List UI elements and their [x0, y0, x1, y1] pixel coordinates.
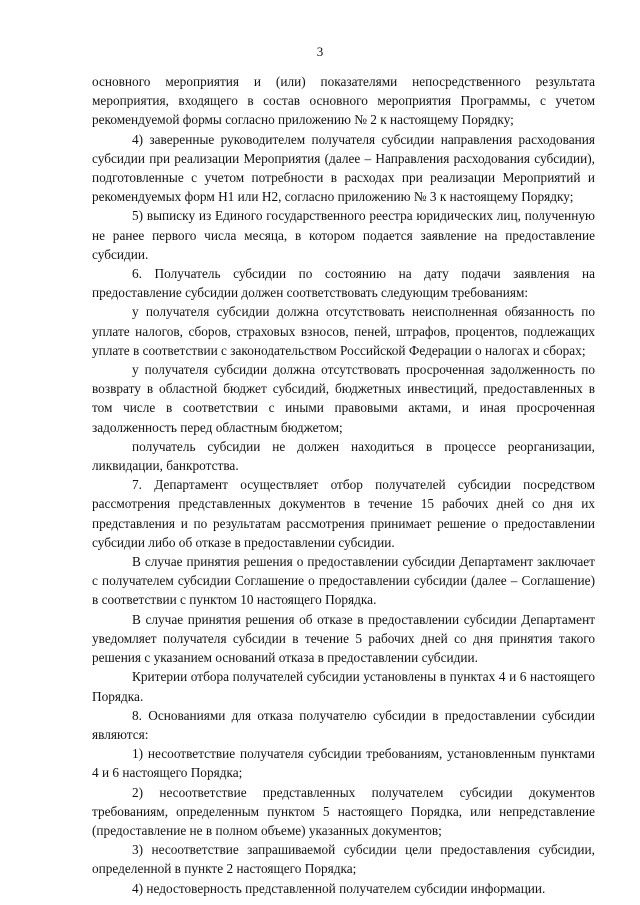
paragraph-requirement-taxes: у получателя субсидии должна отсутствовать неисполненная обязанность по уплате налогов, сборов, страховых взносов, пеней, штрафов, процентов, подлежащих уплате в соответствии с законодательством Российской Федерации о налогах и сборах;: [92, 304, 595, 358]
paragraph-clause-8: 8. Основаниями для отказа получателю субсидии в предоставлении субсидии являются:: [92, 707, 595, 742]
paragraph-requirement-debt: у получателя субсидии должна отсутствовать просроченная задолженность по возврату в областной бюджет субсидий, бюджетных инвестиций, предоставленных в том числе в соответствии с иными правовыми актами, и иная просроченная задолженность перед областным бюджетом;: [92, 362, 595, 435]
paragraph-continuation: основного мероприятия и (или) показателями непосредственного результата мероприятия, входящего в состав основного мероприятия Программы, с учетом рекомендуемой формы согласно приложению № 2 к настоящему Порядку;: [92, 74, 595, 128]
paragraph-refusal-reason-4: 4) недостоверность представленной получателем субсидии информации.: [132, 880, 546, 896]
paragraph-refusal: В случае принятия решения об отказе в предоставлении субсидии Департамент уведомляет получателя субсидии в течение 5 рабочих дней со дня принятия такого решения с указанием оснований отказа в предоставлении субсидии.: [92, 611, 595, 666]
page-number: 3: [316, 44, 324, 59]
paragraph-refusal-reason-2: 2) несоответствие представленных получателем субсидии документов требованиям, определенным пунктом 5 настоящего Порядка, или непредставление (предоставление не в полном объеме) указанных документов;: [92, 784, 595, 838]
paragraph-clause-6: 6. Получатель субсидии по состоянию на дату подачи заявления на предоставление субсидии должен соответствовать следующим требованиям:: [92, 266, 595, 301]
paragraph-criteria: Критерии отбора получателей субсидии установлены в пунктах 4 и 6 настоящего Порядка.: [92, 669, 595, 704]
paragraph-item-4: 4) заверенные руководителем получателя субсидии направления расходования субсидии при реализации Мероприятия (далее – Направления расходования субсидии), подготовленные с учетом потребности в расходах при реализации Мероприятий и рекомендуемых форм Н1 или Н2, согласно приложению № 3 к настоящему Порядку;: [92, 131, 595, 205]
paragraph-requirement-reorganization: получатель субсидии не должен находиться в процессе реорганизации, ликвидации, банкротства.: [92, 438, 595, 474]
paragraph-refusal-reason-3: 3) несоответствие запрашиваемой субсидии цели предоставления субсидии, определенной в пункте 2 настоящего Порядка;: [92, 842, 595, 877]
paragraph-item-5: 5) выписку из Единого государственного реестра юридических лиц, полученную не ранее первого числа месяца, в котором подается заявление на предоставление субсидии.: [92, 208, 595, 262]
paragraph-clause-7: 7. Департамент осуществляет отбор получателей субсидии посредством рассмотрения представленных документов в течение 15 рабочих дней со дня их представления и по результатам рассмотрения принимает решение о предоставлении субсидии либо об отказе в предоставлении субсидии.: [92, 477, 595, 550]
paragraph-refusal-reason-1: 1) несоответствие получателя субсидии требованиям, установленным пунктами 4 и 6 настоящего Порядка;: [92, 746, 595, 781]
paragraph-approval: В случае принятия решения о предоставлении субсидии Департамент заключает с получателем субсидии Соглашение о предоставлении субсидии (далее – Соглашение) в соответствии с пунктом 10 настоящего Порядка.: [92, 554, 595, 608]
document-body: [92, 72, 595, 898]
